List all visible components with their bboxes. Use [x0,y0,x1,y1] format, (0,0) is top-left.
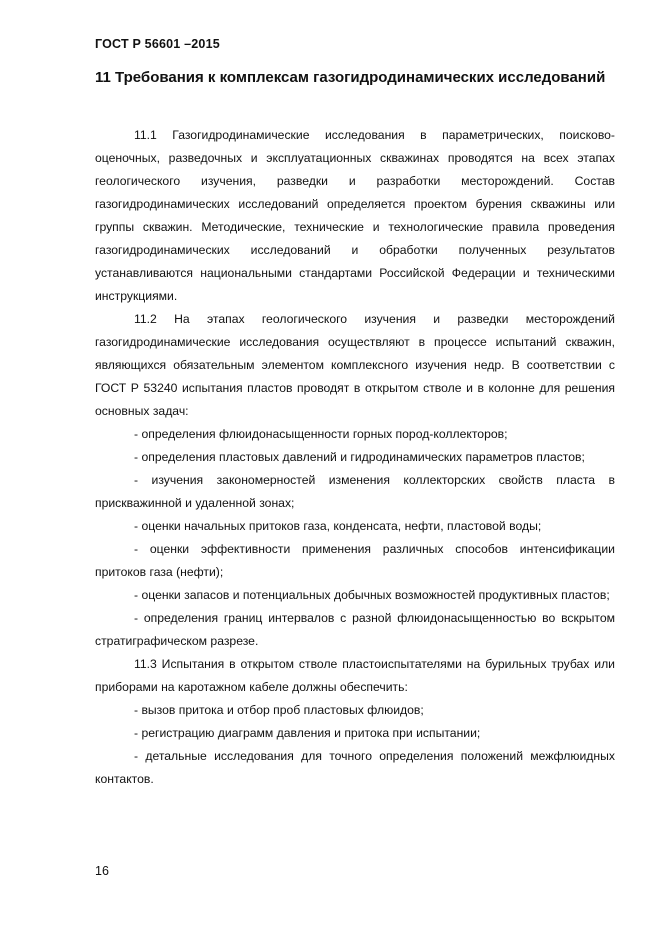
list-item: - вызов притока и отбор проб пластовых флюидов; [134,703,424,717]
paragraph-11-3: 11.3 Испытания в открытом стволе пластоиспытателями на бурильных трубах или приборами на каротажном кабеле должны обеспечить: [95,657,615,694]
paragraph-11-1: 11.1 Газогидродинамические исследования в параметрических, поисково-оценочных, разведочных и эксплуатационных скважинах проводятся на всех этапах геологического изучения, разведки и разработки месторождений. Состав газогидродинамических исследований определяется проектом бурения скважины или группы скважин. Методические, технические и технологические правила проведения газогидродинамических исследований и обработки полученных результатов устанавливаются национальными стандартами Российской Федерации и техническими инструкциями. [95,128,615,303]
list-item: - изучения закономерностей изменения коллекторских свойств пласта в прискважинной и удаленной зонах; [95,473,615,510]
page-number: 16 [95,864,109,878]
paragraph-11-2: 11.2 На этапах геологического изучения и разведки месторождений газогидродинамические исследования осуществляют в процессе испытаний скважин, являющихся обязательным элементом комплексного изучения недр. В соответствии с ГОСТ Р 53240 испытания пластов проводят в открытом стволе и в колонне для решения основных задач: [95,312,615,418]
list-item: - определения флюидонасыщенности горных пород-коллекторов; [134,427,508,441]
list-item: - детальные исследования для точного определения положений межфлюидных контактов. [95,749,615,786]
section-title: 11 Требования к комплексам газогидродинамических исследований [95,69,606,86]
list-item: - определения пластовых давлений и гидродинамических параметров пластов; [134,450,585,464]
list-item: - регистрацию диаграмм давления и притока при испытании; [134,726,481,740]
section-body [95,124,615,791]
list-item: - оценки эффективности применения различных способов интенсификации притоков газа (нефти); [95,542,615,579]
document-header: ГОСТ Р 56601 –2015 [95,37,220,51]
list-item: - оценки начальных притоков газа, конденсата, нефти, пластовой воды; [134,519,542,533]
list-item: - определения границ интервалов с разной флюидонасыщенностью во вскрытом стратиграфическом разрезе. [95,611,615,648]
list-item: - оценки запасов и потенциальных добычных возможностей продуктивных пластов; [134,588,610,602]
